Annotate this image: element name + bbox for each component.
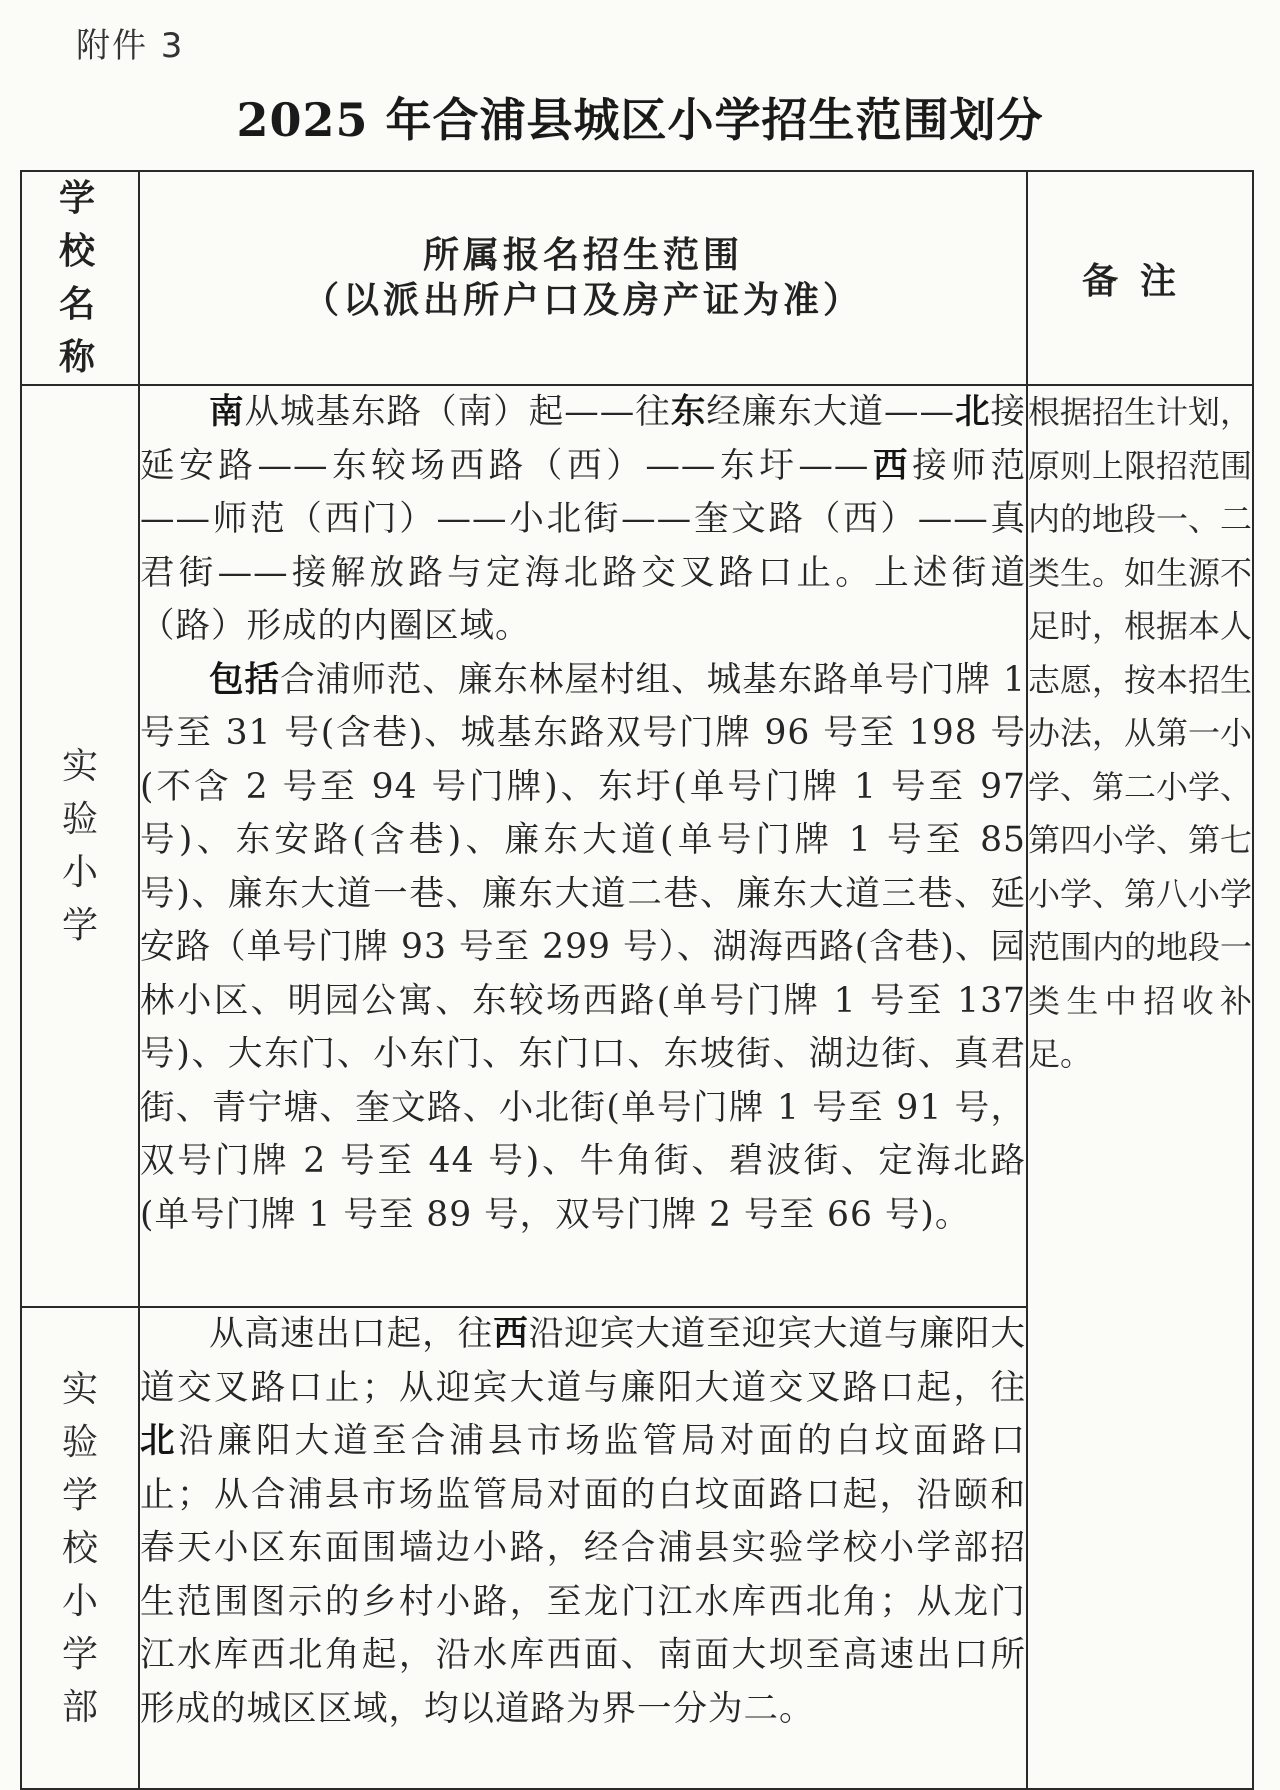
header-remarks: 备注 [1027,171,1253,385]
school-name-cell [21,1307,139,1789]
header-range-title: 所属报名招生范围 [422,234,743,276]
attachment-label: 附件 3 [76,26,185,66]
page-title: 2025 年合浦县城区小学招生范围划分 [236,93,1044,147]
table-header-row [21,171,1253,385]
range-cell [139,1307,1027,1789]
table-row [21,385,1253,1307]
header-school-name: 学校名称 [21,171,139,385]
boundary-paragraph: 从高速出口起，往西沿迎宾大道至迎宾大道与廉阳大道交叉路口止；从迎宾大道与廉阳大道交叉路口起，往北沿廉阳大道至合浦县市场监管局对面的白坟面路口止；从合浦县市场监管局对面的白坟面路口起，沿颐和春天小区东面围墙边小路，经合浦县实验学校小学部招生范围图示的乡村小路，至龙门江水库西北角；从龙门江水库西北角起，沿水库西面、南面大坝至高速出口所形成的城区区域，均以道路为界一分为二。 [140,1314,1027,1729]
header-range-subtitle: （以派出所户口及房产证为准） [302,279,863,321]
enrollment-table [20,170,1254,1790]
header-enrollment-range [139,171,1027,385]
boundary-paragraph: 南从城基东路（南）起——往东经廉东大道——北接延安路——东较场西路（西）——东圩——西接师范——师范（西门）——小北街——奎文路（西）——真君街——接解放路与定海北路交叉路口止。上述街道（路）形成的内圈区域。 [140,392,1027,646]
remarks-text: 根据招生计划，原则上限招范围内的地段一、二类生。如生源不足时，根据本人志愿，按本招生办法，从第一小学、第二小学、第四小学、第七小学、第八小学范围内的地段一类生中招收补足。 [1028,393,1253,1073]
remarks-cell [1027,385,1253,1789]
includes-paragraph: 包括合浦师范、廉东林屋村组、城基东路单号门牌 1 号至 31 号(含巷)、城基东路双号门牌 96 号至 198 号(不含 2 号至 94 号门牌)、东圩(单号门牌 1 号至 97 号)、东安路(含巷)、廉东大道(单号门牌 1 号至 85 号)、廉东大道一巷、廉东大道二巷、廉东大道三巷、延安路（单号门牌 93 号至 299 号）、湖海西路(含巷)、园林小区、明园公寓、东较场西路(单号门牌 1 号至 137 号)、大东门、小东门、东门口、东坡街、湖边街、真君街、青宁塘、奎文路、小北街(单号门牌 1 号至 91 号，双号门牌 2 号至 44 号)、牛角街、碧波街、定海北路(单号门牌 1 号至 89 号，双号门牌 2 号至 66 号)。 [140,659,1026,1235]
school-name-cell [21,385,139,1307]
school-name: 实验小学 [61,746,98,946]
school-name: 实验学校小学部 [61,1368,98,1728]
range-cell [139,385,1027,1307]
